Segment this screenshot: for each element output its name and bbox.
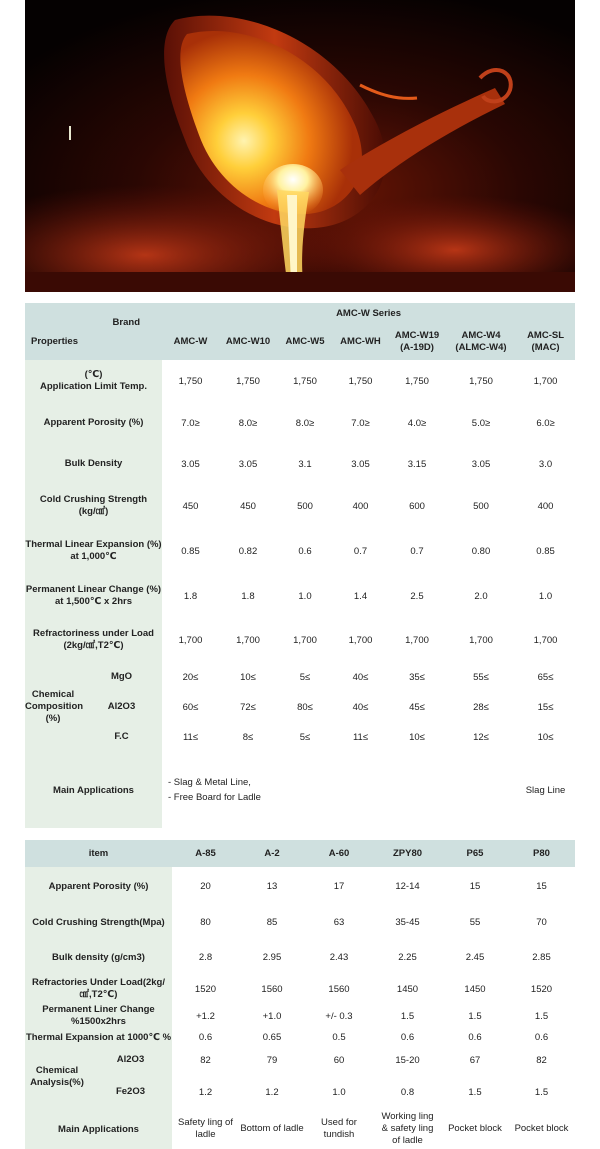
column-header: AMC-W (162, 323, 219, 360)
table-row (25, 1109, 575, 1149)
table-cell: 1,750 (236, 375, 260, 387)
series-header: AMC-W Series (162, 303, 575, 323)
table-row (25, 867, 575, 905)
table-cell: 1.2 (265, 1086, 279, 1098)
table-cell: 0.80 (471, 545, 491, 557)
table-cell: 1.8 (183, 590, 198, 602)
chemical-composition-cell (25, 662, 162, 752)
table-cell: 1.5 (468, 1010, 482, 1022)
table-cell: 0.6 (298, 545, 312, 557)
table-row (25, 528, 575, 574)
table-cell: 2.95 (262, 951, 282, 963)
main-applications-label: Main Applications (25, 1109, 172, 1149)
table-row (25, 662, 575, 692)
table-cell: 2.85 (532, 951, 551, 963)
table-row (25, 574, 575, 618)
table-cell: 1450 (464, 983, 486, 995)
table-cell: 1,750 (405, 375, 429, 387)
table-cell: 1,700 (533, 375, 558, 387)
table-cell: 4.0≥ (407, 417, 427, 429)
table-cell: 0.85 (536, 545, 555, 557)
main-app-slag-line: Slag Line (525, 784, 566, 796)
table-cell: 1,700 (533, 634, 558, 646)
product-properties-table (25, 840, 575, 1149)
row-label: Permanent Liner Change %1500x2hrs (25, 1003, 172, 1029)
table-cell: 1.5 (468, 1086, 482, 1098)
table-cell: 0.7 (410, 545, 424, 557)
table-cell: 1,750 (178, 375, 203, 387)
table-cell: 1,700 (469, 634, 493, 646)
main-app-cell: Safety ling of ladle (178, 1117, 233, 1140)
table-cell: 1.5 (400, 1010, 415, 1022)
table-cell: +1.2 (196, 1010, 215, 1022)
table-cell: 1,750 (469, 375, 493, 387)
table-cell: 17 (333, 880, 345, 892)
table-cell: 1450 (396, 983, 419, 995)
table-row (25, 618, 575, 662)
item-header: item (25, 840, 172, 867)
table-header-row (25, 840, 575, 867)
table-cell: 0.65 (262, 1031, 282, 1043)
table-cell: 1.0 (332, 1086, 346, 1098)
table-cell: 11≤ (352, 731, 369, 743)
table-cell: 8≤ (242, 731, 254, 743)
table-cell: 15-20 (395, 1054, 420, 1066)
table-cell: 0.6 (534, 1031, 549, 1043)
table-cell: 0.7 (353, 545, 368, 557)
brand-header (25, 303, 162, 360)
table-cell: 1.0 (298, 590, 312, 602)
table-cell: 5≤ (299, 731, 311, 743)
table-cell: +1.0 (262, 1010, 282, 1022)
table-row (25, 402, 575, 444)
table-cell: 55≤ (473, 671, 489, 683)
chemical-label-fe2o3: Fe2O3 (115, 1086, 146, 1097)
properties-label: Properties (31, 335, 78, 347)
table-cell: 40≤ (352, 701, 369, 713)
table-row (25, 360, 575, 402)
table-cell: 7.0≥ (181, 417, 200, 429)
column-header: AMC-W5 (277, 323, 333, 360)
table-cell: 3.15 (407, 458, 427, 470)
row-label: Refractoriness under Load (2kg/㎠,T2℃) (25, 618, 162, 662)
table-cell: 500 (297, 500, 313, 512)
table-cell: 1560 (328, 983, 350, 995)
table-row (25, 939, 575, 975)
table-cell: 5.0≥ (471, 417, 491, 429)
table-cell: 55 (469, 916, 481, 928)
table-cell: 5≤ (299, 671, 311, 683)
table-row (25, 1045, 575, 1075)
table-cell: 1.5 (534, 1010, 549, 1022)
table-cell: 72≤ (240, 701, 256, 713)
table-cell: 1,750 (293, 375, 317, 387)
row-label: Apparent Porosity (%) (25, 402, 162, 444)
column-header: AMC-W10 (219, 323, 277, 360)
table-cell: 400 (352, 500, 369, 512)
table-cell: 3.0 (538, 458, 553, 470)
main-app-line: - Free Board for Ladle (168, 792, 261, 803)
main-applications-label: Main Applications (25, 752, 162, 828)
table-cell: 600 (409, 500, 425, 512)
table-cell: 70 (536, 916, 547, 928)
main-app-cell: Working ling & safety ling of ladle (381, 1111, 434, 1146)
chemical-label-al2o3: Al2O3 (116, 1054, 145, 1065)
table-cell: 40≤ (352, 671, 369, 683)
column-header: A-60 (305, 840, 373, 867)
table-cell: 1,700 (293, 634, 317, 646)
table-cell: 13 (266, 880, 278, 892)
column-header: ZPY80 (373, 840, 442, 867)
table-cell: 450 (182, 500, 199, 512)
table-cell: 60 (333, 1054, 345, 1066)
table-cell: 12≤ (473, 731, 489, 743)
brand-label: Brand (112, 316, 140, 328)
column-header: AMC-SL (MAC) (516, 323, 575, 360)
table-cell: 500 (473, 500, 489, 512)
table-cell: 20≤ (182, 671, 199, 683)
table-cell: 28≤ (473, 701, 489, 713)
row-label: Refractories Under Load(2kg/ ㎠,T2℃) (25, 975, 172, 1003)
table-cell: 79 (266, 1054, 278, 1066)
table-cell: 0.8 (400, 1086, 415, 1098)
table-cell: 63 (333, 916, 345, 928)
table-cell: 12-14 (395, 880, 420, 892)
table-cell: 2.45 (465, 951, 485, 963)
table-cell: 8.0≥ (238, 417, 258, 429)
table-cell: 10≤ (240, 671, 256, 683)
table-cell: 15 (469, 880, 481, 892)
table-cell: 1.4 (353, 590, 368, 602)
table-row (25, 1003, 575, 1029)
table-row (25, 444, 575, 484)
table-cell: 0.6 (198, 1031, 213, 1043)
table-cell: 45≤ (409, 701, 425, 713)
table-cell: 60≤ (182, 701, 199, 713)
table-cell: 1,700 (348, 634, 373, 646)
molten-metal-pour-photo (25, 0, 575, 292)
table-cell: 3.05 (471, 458, 491, 470)
column-header: A-2 (239, 840, 305, 867)
row-label: Thermal Expansion at 1000℃ % (25, 1029, 172, 1045)
table-cell: 0.6 (468, 1031, 482, 1043)
chemical-composition-label: Chemical Composition (%) (25, 689, 84, 724)
main-app-cell: Used for tundish (321, 1117, 357, 1140)
table-cell: 82 (536, 1054, 547, 1066)
row-label: Bulk Density (25, 444, 162, 484)
table-cell: 0.5 (332, 1031, 346, 1043)
column-header: AMC-W19 (A-19D) (388, 323, 446, 360)
table-cell: 7.0≥ (351, 417, 370, 429)
table-cell: 2.0 (474, 590, 488, 602)
table-cell: 82 (200, 1054, 211, 1066)
row-label: Permanent Linear Change (%) at 1,500℃ x 2hrs (25, 574, 162, 618)
table-cell: 15≤ (537, 701, 554, 713)
table-cell: 1.0 (538, 590, 553, 602)
table-cell: +/- 0.3 (325, 1010, 353, 1022)
table-cell: 85 (266, 916, 278, 928)
table-cell: 6.0≥ (536, 417, 555, 429)
table-cell: 450 (240, 500, 256, 512)
chemical-label-fc: F.C (114, 731, 129, 742)
table-cell: 2.43 (329, 951, 349, 963)
table-cell: 8.0≥ (295, 417, 315, 429)
column-header: A-85 (172, 840, 239, 867)
table-cell: 3.1 (298, 458, 312, 470)
main-app-line: - Slag & Metal Line, (168, 777, 251, 788)
table-cell: 3.05 (351, 458, 370, 470)
chemical-label-al2o3: Al2O3 (107, 701, 136, 712)
main-app-cell: Bottom of ladle (240, 1123, 304, 1134)
table-row (25, 484, 575, 528)
table-cell: 1520 (530, 983, 553, 995)
table-cell: 1520 (194, 983, 217, 995)
table-row (25, 905, 575, 939)
table-cell: 0.6 (400, 1031, 415, 1043)
table-cell: 65≤ (537, 671, 554, 683)
table-cell: 2.25 (398, 951, 417, 963)
table-cell: 1560 (261, 983, 283, 995)
table-cell: 1,700 (236, 634, 260, 646)
table-cell: 11≤ (182, 731, 199, 743)
row-label: Bulk density (g/cm3) (25, 939, 172, 975)
table-cell: 1,700 (178, 634, 203, 646)
table-cell: 15 (536, 880, 547, 892)
chemical-label-mgo: MgO (110, 671, 133, 682)
table-cell: 80 (200, 916, 211, 928)
table-cell: 1,750 (348, 375, 373, 387)
chemical-analysis-label: Chemical Analysis(%) (30, 1065, 84, 1088)
chemical-analysis-cell (25, 1045, 172, 1109)
table-cell: 10≤ (409, 731, 425, 743)
table-cell: 20 (200, 880, 211, 892)
table-cell: 67 (469, 1054, 481, 1066)
table-cell: 1.8 (241, 590, 255, 602)
table-cell: 10≤ (537, 731, 554, 743)
table-cell: 80≤ (297, 701, 313, 713)
table-cell: 35-45 (395, 916, 420, 928)
amc-w-series-table (25, 303, 575, 828)
table-cell: 1.2 (198, 1086, 213, 1098)
table-cell: 0.82 (238, 545, 258, 557)
table-cell: 2.8 (198, 951, 213, 963)
table-cell: 2.5 (410, 590, 424, 602)
column-header: AMC-WH (333, 323, 388, 360)
table-cell: 3.05 (238, 458, 258, 470)
main-app-cell: Pocket block (448, 1123, 502, 1134)
table-cell: 0.85 (181, 545, 200, 557)
table-cell: 3.05 (181, 458, 200, 470)
table-row (25, 752, 575, 828)
main-applications-cell (162, 752, 516, 828)
table-cell: 1.5 (534, 1086, 549, 1098)
row-label: Thermal Linear Expansion (%) at 1,000℃ (25, 528, 162, 574)
row-label: Cold Crushing Strength (kg/㎠) (25, 484, 162, 528)
table-row (25, 975, 575, 1003)
table-cell: 35≤ (409, 671, 425, 683)
main-app-cell: Pocket block (514, 1123, 569, 1134)
table-cell: 400 (537, 500, 554, 512)
table-cell: 1,700 (405, 634, 429, 646)
table-row (25, 1029, 575, 1045)
row-label: Apparent Porosity (%) (25, 867, 172, 905)
column-header: P65 (442, 840, 508, 867)
row-label: Cold Crushing Strength(Mpa) (25, 905, 172, 939)
row-label: (℃) Application Limit Temp. (25, 360, 162, 402)
column-header: P80 (508, 840, 575, 867)
column-header: AMC-W4 (ALMC-W4) (446, 323, 516, 360)
